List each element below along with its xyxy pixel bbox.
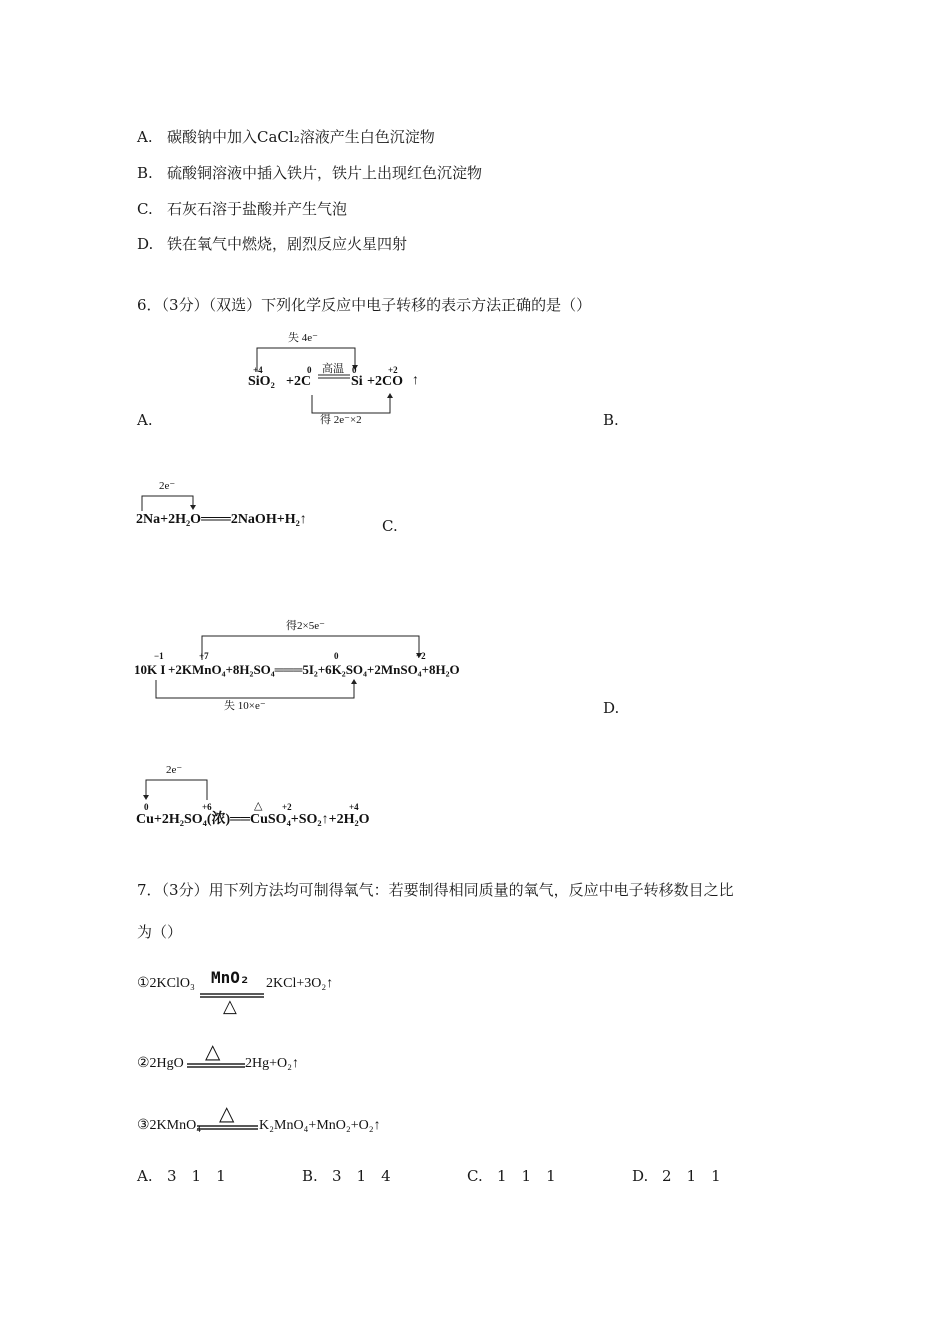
q6-equation-b: [136, 478, 366, 528]
oxidation-state: 0: [352, 365, 357, 375]
q7-reaction-3: [137, 1102, 417, 1142]
option-text: 石灰石溶于盐酸并产生气泡: [167, 200, 348, 218]
formula: ②2HgO: [137, 1056, 184, 1071]
formula: +2CO: [367, 374, 403, 389]
heat-symbol: △: [223, 996, 237, 1017]
formula: 10K I: [134, 662, 166, 677]
q5-option-d: [137, 234, 407, 254]
reaction-condition: 高温: [322, 363, 344, 375]
q5-option-c: [137, 199, 347, 219]
equals-sign: [137, 966, 387, 1022]
catalyst: MnO₂: [211, 968, 250, 987]
transfer-label: 2e⁻: [166, 764, 183, 776]
q7-reaction-1: [137, 966, 387, 1022]
formula: +2KMnO₄+8H₂SO₄═══5I₂+6K₂SO₄+2MnSO₄+8H₂O: [168, 662, 460, 677]
option-label: B.: [302, 1167, 318, 1185]
option-label: C.: [137, 200, 153, 218]
oxidation-state: +2: [282, 802, 292, 812]
formula: ①2KClO₃: [137, 976, 195, 991]
lose-electrons-label: 失 4e⁻: [288, 332, 318, 344]
option-text: 碳酸钠中加入CaCl₂溶液产生白色沉淀物: [167, 128, 435, 146]
formula: 2Na+2H₂O═══2NaOH+H₂↑: [136, 512, 307, 527]
option-text: 2 1 1: [662, 1167, 721, 1185]
q6-stem: 6．（3分）（双选）下列化学反应中电子转移的表示方法正确的是（）: [137, 296, 592, 314]
gas-arrow: ↑: [412, 373, 419, 388]
formula: K₂MnO₄+MnO₂+O₂↑: [259, 1118, 381, 1133]
formula: +2C: [286, 374, 312, 389]
q6-label-b: B.: [603, 411, 619, 429]
q7-answer-b: [302, 1166, 391, 1186]
gain-electrons-label: 得 2e⁻×2: [320, 414, 362, 426]
option-text: 3 1 4: [332, 1167, 391, 1185]
oxidation-state: +4: [253, 365, 263, 375]
q6-equation-c: [134, 618, 514, 718]
option-text: 硫酸铜溶液中插入铁片，铁片上出现红色沉淀物: [167, 164, 483, 182]
oxidation-state: +7: [199, 651, 209, 661]
q6-label-c: C.: [382, 517, 398, 535]
q5-option-b: [137, 163, 482, 183]
q6-equation-d: [136, 762, 476, 832]
option-label: D.: [137, 235, 154, 253]
q7-answer-c: [467, 1166, 556, 1186]
formula: 2KCl+3O₂↑: [266, 976, 334, 991]
oxidation-state: 0: [307, 365, 312, 375]
lose-electrons-label: 失 10×e⁻: [224, 700, 266, 712]
transfer-label: 2e⁻: [159, 480, 176, 492]
oxidation-state: +2: [416, 651, 426, 661]
gain-electrons-label: 得2×5e⁻: [286, 620, 325, 632]
option-label: D.: [632, 1167, 649, 1185]
q7-answer-d: [632, 1166, 721, 1186]
q7-reaction-2: [137, 1040, 337, 1080]
option-label: A.: [137, 1167, 153, 1185]
oxidation-state: +4: [349, 802, 359, 812]
q6-label-d: D.: [603, 699, 620, 717]
oxidation-state: +6: [202, 802, 212, 812]
formula: 2Hg+O₂↑: [245, 1056, 299, 1071]
q7-stem-line1: 7．（3分）用下列方法均可制得氧气：若要制得相同质量的氧气，反应中电子转移数目之比: [137, 881, 734, 899]
q7-answer-a: [137, 1166, 226, 1186]
oxidation-state: +2: [388, 365, 398, 375]
formula: SiO₂: [248, 374, 275, 389]
formula: Si: [351, 374, 363, 389]
heat-symbol: △: [219, 1101, 235, 1125]
option-text: 3 1 1: [167, 1167, 226, 1185]
option-label: A.: [137, 128, 153, 146]
formula: ③2KMnO₄: [137, 1118, 202, 1133]
formula: Cu+2H₂SO₄(浓)══CuSO₄+SO₂↑+2H₂O: [136, 812, 370, 827]
option-text: 1 1 1: [497, 1167, 556, 1185]
heat-symbol: △: [205, 1039, 221, 1063]
oxidation-state: −1: [154, 651, 164, 661]
q6-equation-a: [248, 330, 428, 430]
option-label: B.: [137, 164, 153, 182]
reaction-condition: △: [254, 800, 263, 812]
oxidation-state: 0: [334, 651, 339, 661]
q6-label-a: A.: [137, 411, 153, 429]
q7-stem-line2: 为（）: [137, 923, 183, 941]
option-text: 铁在氧气中燃烧，剧烈反应火星四射: [167, 235, 408, 253]
oxidation-state: 0: [144, 802, 149, 812]
q5-option-a: [137, 127, 435, 147]
option-label: C.: [467, 1167, 483, 1185]
